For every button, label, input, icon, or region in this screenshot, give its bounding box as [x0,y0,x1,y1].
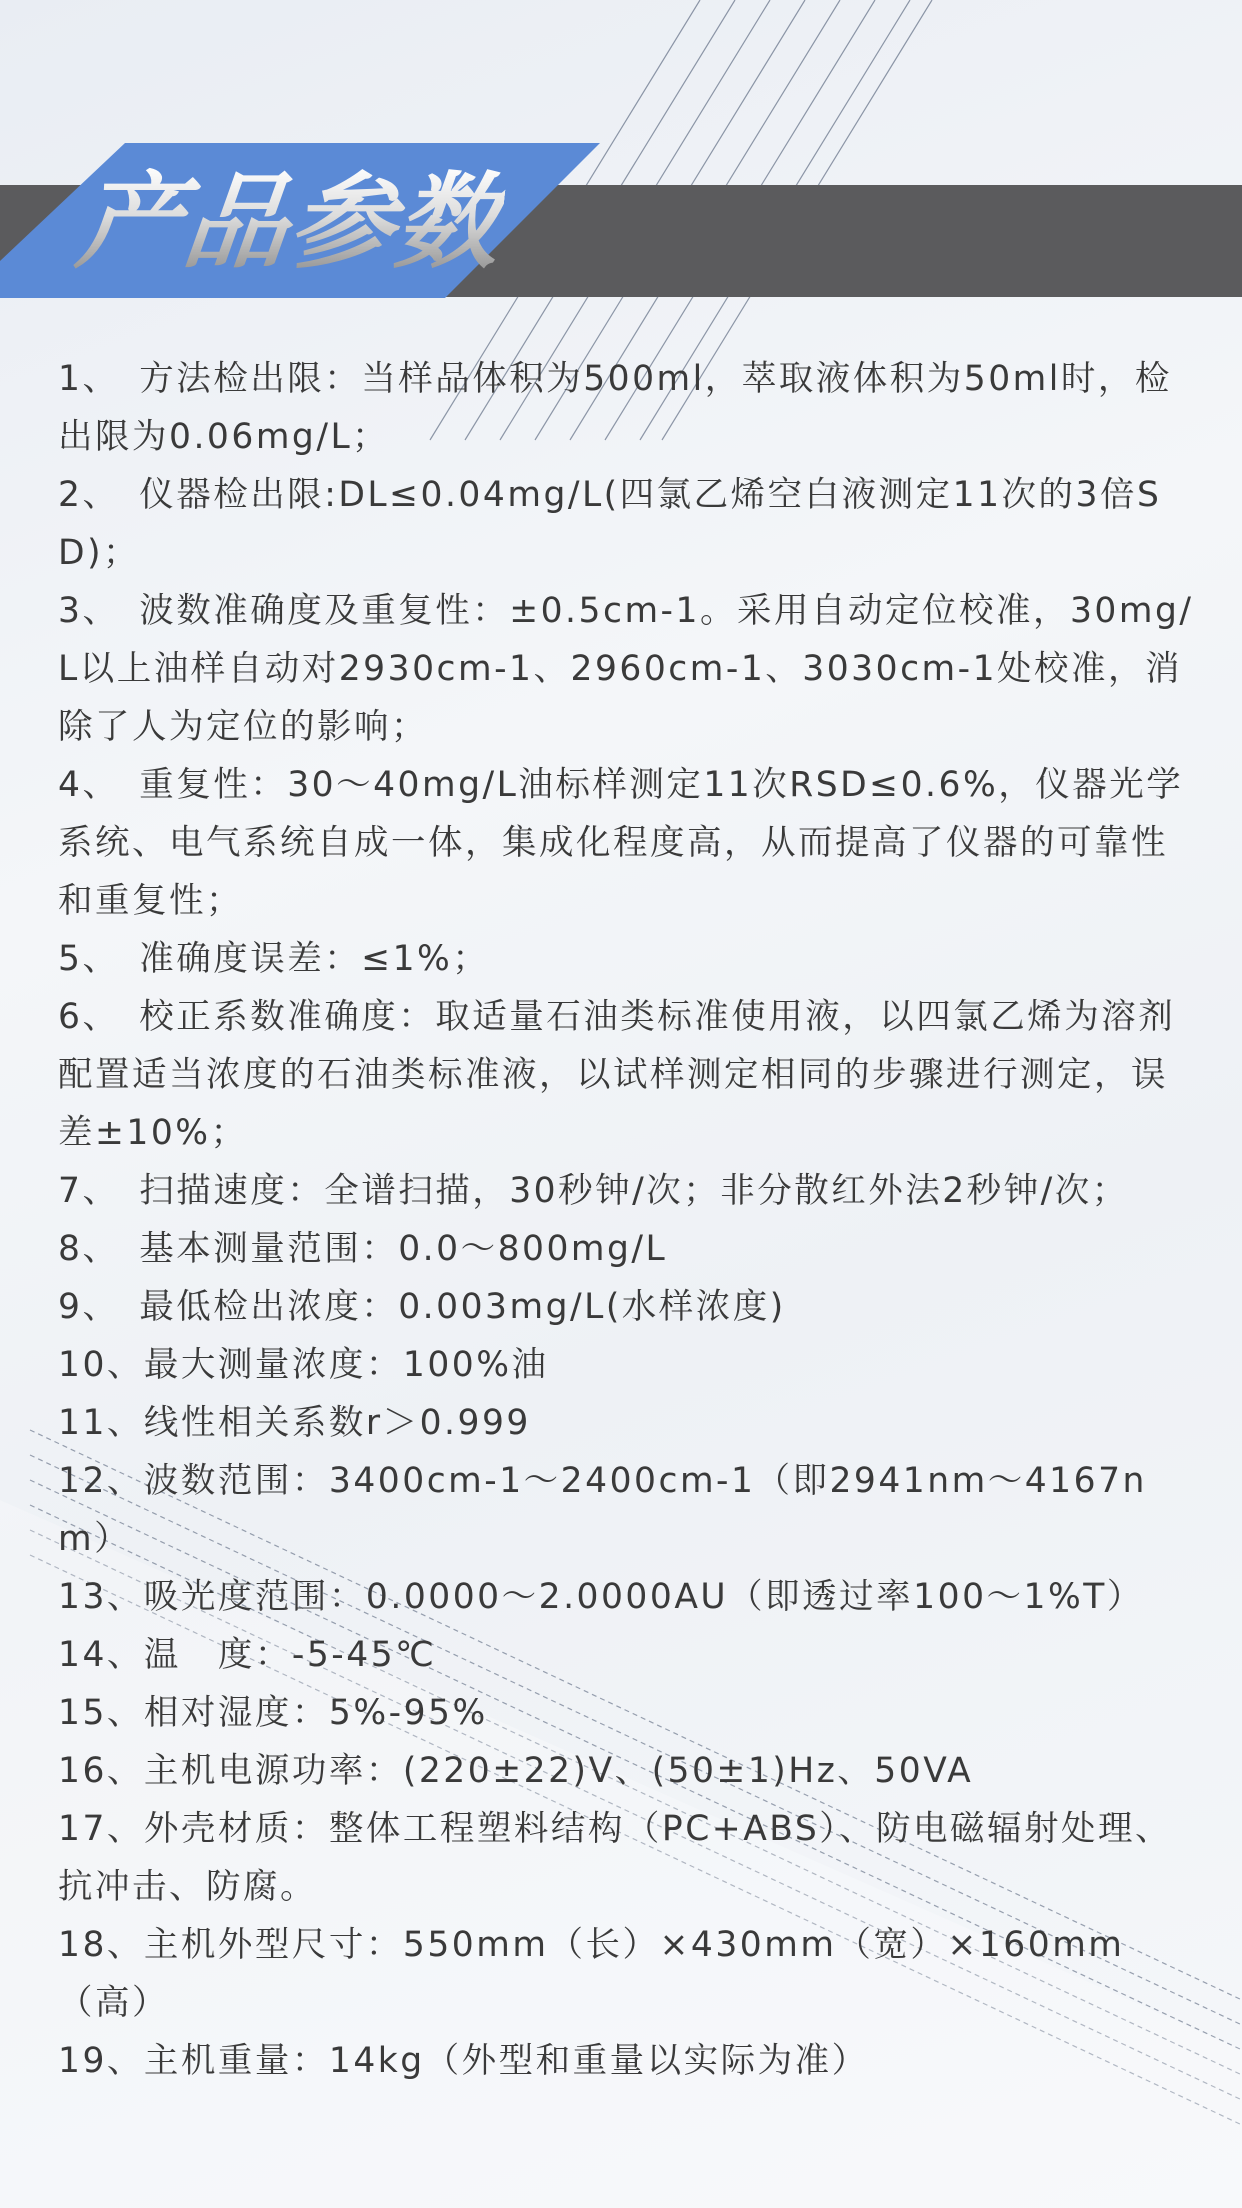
parameter-list [58,350,1198,2090]
list-item: 13、吸光度范围：0.0000～2.0000AU（即透过率100～1%T） [58,1577,1144,1617]
list-item: 19、主机重量：14kg（外型和重量以实际为准） [58,2041,869,2081]
list-item: 8、 基本测量范围：0.0～800mg/L [58,1229,668,1269]
list-item: 16、主机电源功率：(220±22)V、(50±1)Hz、50VA [58,1751,974,1791]
list-item: 9、 最低检出浓度：0.003mg/L(水样浓度) [58,1287,786,1327]
list-item: 1、 方法检出限：当样品体积为500ml，萃取液体积为50ml时，检出限为0.06mg/L； [58,359,1172,457]
list-item: 12、波数范围：3400cm-1～2400cm-1（即2941nm～4167nm） [58,1461,1147,1559]
list-item: 15、相对湿度：5%-95% [58,1693,488,1733]
list-item: 18、主机外型尺寸：550mm（长）×430mm（宽）×160mm（高） [58,1925,1125,2023]
list-item: 11、线性相关系数r＞0.999 [58,1403,531,1443]
list-item: 17、外壳材质：整体工程塑料结构（PC+ABS）、防电磁辐射处理、抗冲击、防腐。 [58,1809,1173,1907]
list-item: 3、 波数准确度及重复性：±0.5cm-1。采用自动定位校准，30mg/L以上油样自动对2930cm-1、2960cm-1、3030cm-1处校准，消除了人为定位的影响； [58,591,1194,747]
page-title: 产品参数 [71,161,509,283]
list-item: 10、最大测量浓度：100%油 [58,1345,549,1385]
list-item: 5、 准确度误差：≤1%； [58,939,490,979]
list-item: 4、 重复性：30～40mg/L油标样测定11次RSD≤0.6%，仪器光学系统、电气系统自成一体，集成化程度高，从而提高了仪器的可靠性和重复性； [58,765,1184,921]
list-item: 6、 校正系数准确度：取适量石油类标准使用液，以四氯乙烯为溶剂配置适当浓度的石油类标准液，以试样测定相同的步骤进行测定，误差±10%； [58,997,1176,1153]
list-item: 14、温 度：-5-45℃ [58,1635,437,1675]
list-item: 7、 扫描速度：全谱扫描，30秒钟/次；非分散红外法2秒钟/次； [58,1171,1129,1211]
list-item: 2、 仪器检出限:DL≤0.04mg/L(四氯乙烯空白液测定11次的3倍SD)； [58,475,1162,573]
